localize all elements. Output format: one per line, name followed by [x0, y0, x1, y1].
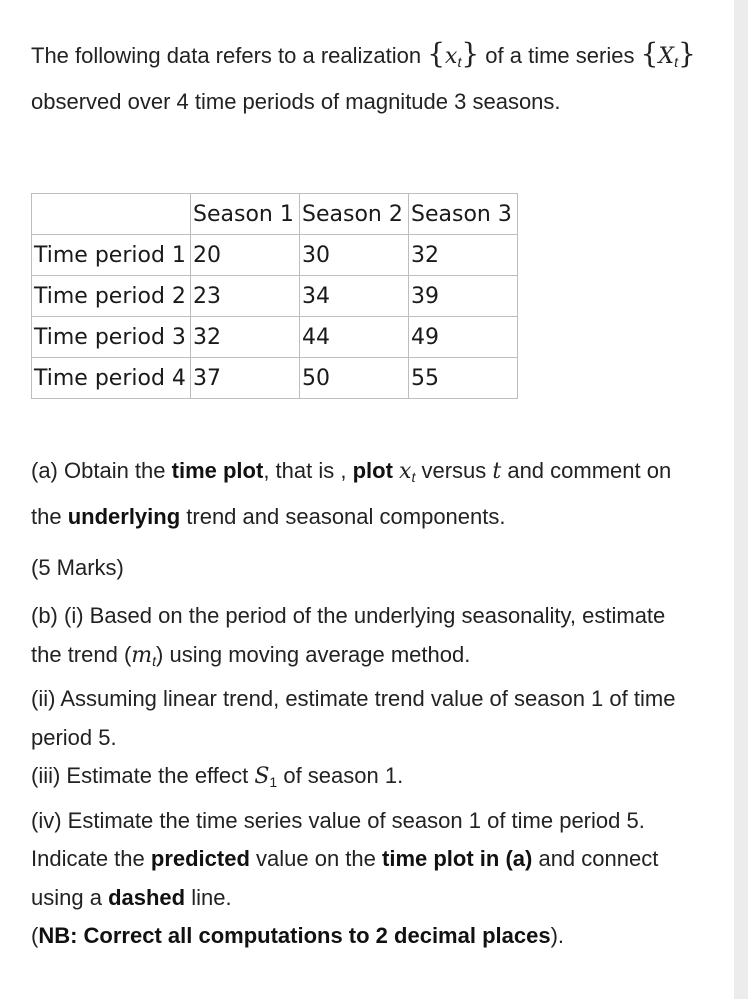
- nb-note: [31, 917, 699, 956]
- row-label: Time period 2: [32, 276, 191, 317]
- table-row: [32, 358, 518, 399]
- table-cell: 49: [409, 317, 518, 358]
- table-row: [32, 317, 518, 358]
- intro-text-2: of a time series: [479, 43, 641, 68]
- subscript-1: 1: [269, 774, 278, 790]
- nb-open-paren: (: [31, 923, 39, 948]
- part-b-iv: [31, 802, 699, 918]
- nb-bold-text: NB: Correct all computations to 2 decimal places: [38, 923, 551, 948]
- part-b-iii-text-2: of season 1.: [277, 763, 404, 788]
- table-header-cell: Season 1: [191, 194, 300, 235]
- part-a-bold-plot: plot: [352, 458, 393, 483]
- part-b-ii: (ii) Assuming linear trend, estimate trend value of season 1 of time period 5.: [31, 686, 676, 750]
- row-label: Time period 3: [32, 317, 191, 358]
- part-b-iv-bold-predicted: predicted: [150, 846, 250, 871]
- part-b-iii-text-1: (iii) Estimate the effect: [31, 763, 255, 788]
- table-header-cell: Season 2: [300, 194, 409, 235]
- part-a-text-2: , that is ,: [263, 458, 353, 483]
- table-cell: 37: [191, 358, 300, 399]
- intro-paragraph: [31, 34, 699, 121]
- part-a-paragraph: [31, 451, 699, 536]
- table-cell: 44: [300, 317, 409, 358]
- subscript-t: t: [411, 469, 416, 485]
- part-a-bold-time-plot: time plot: [171, 458, 264, 483]
- subscript-t: t: [457, 54, 462, 70]
- table-header-row: [32, 194, 518, 235]
- m-symbol: m: [131, 642, 153, 668]
- table-cell: 34: [300, 276, 409, 317]
- brace-close-2: }: [677, 37, 696, 70]
- table-cell: 50: [300, 358, 409, 399]
- scrollbar-track[interactable]: [734, 0, 748, 999]
- nb-close-paren: ).: [550, 923, 565, 948]
- part-b-i-text-1: (b) (i) Based on the period of the underlying seasonality, estimate the trend (: [31, 603, 666, 667]
- part-b-i: [31, 597, 699, 680]
- brace-open-2: {: [640, 37, 659, 70]
- table-row: [32, 235, 518, 276]
- part-b-iv-bold-time-plot: time plot in (a): [382, 846, 533, 871]
- part-b-iii: [31, 757, 699, 802]
- part-a-text-1: (a) Obtain the: [31, 458, 172, 483]
- x-symbol: x: [445, 44, 458, 69]
- part-a-text-5: trend and seasonal components.: [180, 504, 506, 529]
- table-cell: 32: [409, 235, 518, 276]
- intro-text-1: The following data refers to a realization: [31, 43, 428, 68]
- row-label: Time period 4: [32, 358, 191, 399]
- S-symbol: S: [254, 764, 270, 789]
- part-b-iv-text-4: line.: [185, 884, 232, 910]
- brace-open: {: [427, 37, 446, 70]
- part-b-iv-text-2: value on the: [249, 846, 383, 871]
- part-a-bold-underlying: underlying: [67, 504, 181, 529]
- part-b-iv-text-3: and connect using a: [31, 846, 659, 910]
- marks-label: (5 Marks): [31, 555, 124, 580]
- table-row: [32, 276, 518, 317]
- subscript-t-2: t: [674, 54, 678, 70]
- data-table: [31, 193, 518, 399]
- part-a-text-3: versus: [415, 458, 493, 483]
- row-label: Time period 1: [32, 235, 191, 276]
- part-a-text-4: and comment on the: [31, 458, 672, 529]
- part-b-iv-text-1: (iv) Estimate the time series value of season 1 of time period 5. Indicate the: [31, 807, 645, 871]
- table-cell: 55: [409, 358, 518, 399]
- table-header-cell: [32, 194, 191, 235]
- part-b-i-text-2: ) using moving average method.: [156, 641, 471, 667]
- brace-close: }: [461, 37, 480, 70]
- t-symbol: t: [492, 459, 502, 484]
- subscript-t: t: [152, 652, 157, 669]
- X-symbol: X: [658, 44, 675, 69]
- table-cell: 32: [191, 317, 300, 358]
- x-symbol: x: [399, 459, 412, 484]
- question-content: [31, 34, 699, 956]
- table-header-cell: Season 3: [409, 194, 518, 235]
- table-cell: 20: [191, 235, 300, 276]
- table-cell: 23: [191, 276, 300, 317]
- table-cell: 30: [300, 235, 409, 276]
- table-cell: 39: [409, 276, 518, 317]
- part-b-iv-bold-dashed: dashed: [108, 884, 186, 910]
- intro-text-3: observed over 4 time periods of magnitude 3 seasons.: [31, 89, 561, 114]
